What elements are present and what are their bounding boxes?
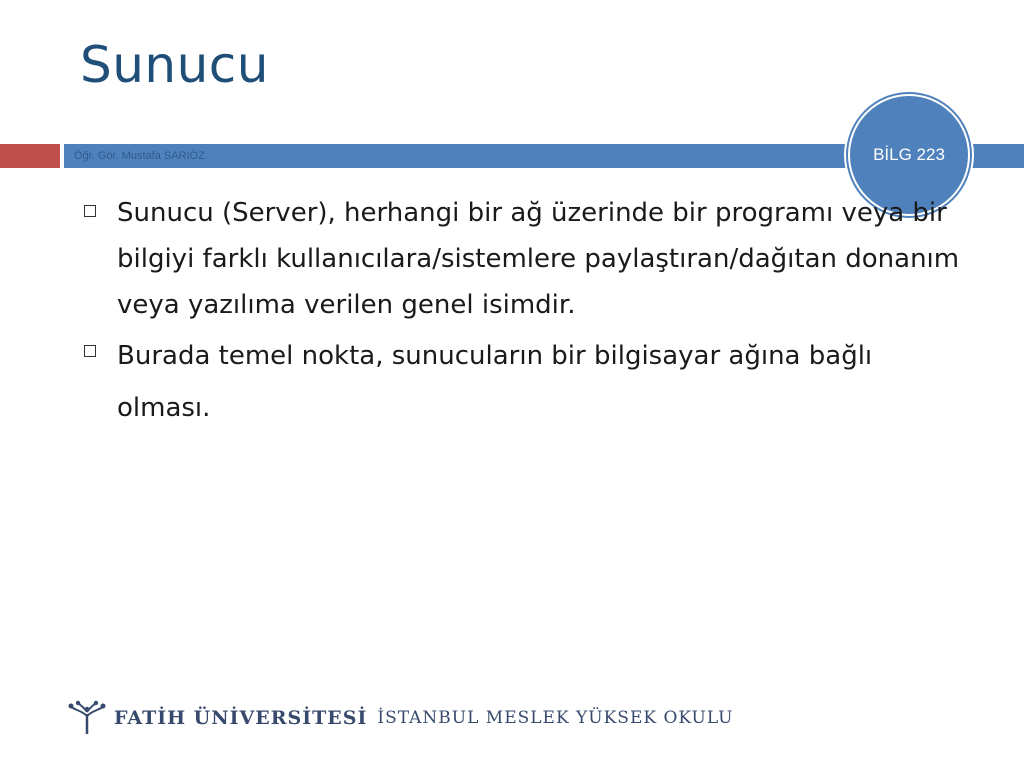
author-label: Öğr. Gör. Mustafa SARIÖZ (74, 150, 205, 162)
bullet-item (84, 330, 984, 434)
bullet-item (84, 190, 984, 328)
school-name: İSTANBUL MESLEK YÜKSEK OKULU (377, 708, 734, 728)
bullet-text: Burada temel nokta, sunucuların bir bilgisayar ağına bağlı olması. (117, 341, 873, 423)
footer (68, 700, 734, 736)
slide-title: Sunucu (80, 36, 269, 94)
course-badge-label: BİLG 223 (873, 145, 945, 164)
bullet-list (84, 190, 984, 434)
bullet-text: Sunucu (Server), herhangi bir ağ üzerinde bir programı veya bir bilgiyi farklı kullanıcılara/sistemlere paylaştıran/dağıtan donanım veya yazılıma verilen genel isimdir. (117, 198, 960, 320)
square-bullet-icon (84, 205, 96, 217)
university-name: FATİH ÜNİVERSİTESİ (114, 707, 368, 729)
header-band-red (0, 144, 60, 168)
tree-logo-icon (68, 700, 106, 736)
square-bullet-icon (84, 345, 96, 357)
